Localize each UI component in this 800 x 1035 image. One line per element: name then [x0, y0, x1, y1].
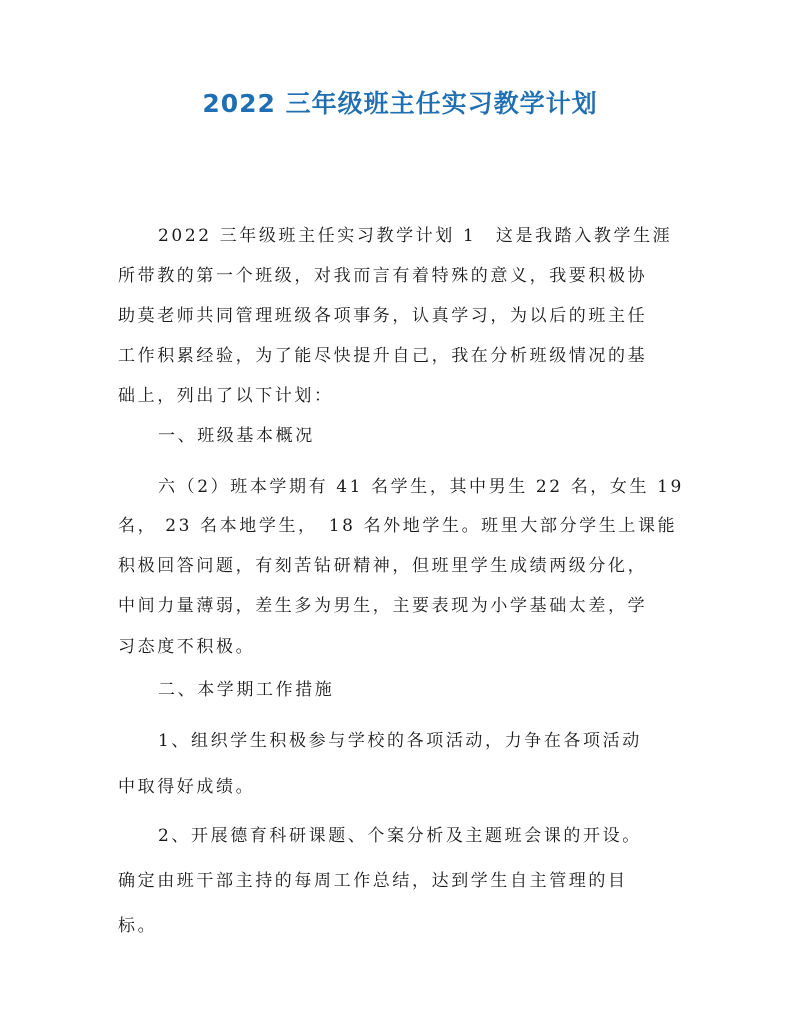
paragraph-line: 工作积累经验，为了能尽快提升自己，我在分析班级情况的基	[118, 346, 648, 366]
section-heading: 二、本学期工作措施	[158, 680, 335, 700]
paragraph-line: 习态度不积极。	[118, 637, 256, 657]
list-item-line: 2、开展德育科研课题、个案分析及主题班会课的开设。	[158, 826, 642, 846]
list-item-line: 确定由班干部主持的每周工作总结，达到学生自主管理的目	[118, 871, 628, 891]
paragraph-line: 名， 23 名本地学生， 18 名外地学生。班里大部分学生上课能	[118, 516, 678, 536]
paragraph-line: 助莫老师共同管理班级各项事务，认真学习，为以后的班主任	[118, 306, 648, 326]
document-title: 2022 三年级班主任实习教学计划	[202, 89, 598, 118]
paragraph-line: 六（2）班本学期有 41 名学生，其中男生 22 名，女生 19	[158, 477, 684, 497]
section-heading: 一、班级基本概况	[158, 426, 315, 446]
list-item-line: 1、组织学生积极参与学校的各项活动，力争在各项活动	[158, 731, 642, 751]
paragraph-line: 础上，列出了以下计划：	[118, 386, 334, 406]
list-item-line: 标。	[118, 916, 158, 936]
paragraph-line: 积极回答问题，有刻苦钻研精神，但班里学生成绩两级分化，	[118, 556, 648, 576]
list-item-line: 中取得好成绩。	[118, 777, 256, 797]
paragraph-line: 2022 三年级班主任实习教学计划 1 这是我踏入教学生涯	[158, 226, 673, 246]
paragraph-line: 所带教的第一个班级，对我而言有着特殊的意义，我要积极协	[118, 266, 648, 286]
paragraph-line: 中间力量薄弱，差生多为男生，主要表现为小学基础太差，学	[118, 596, 648, 616]
